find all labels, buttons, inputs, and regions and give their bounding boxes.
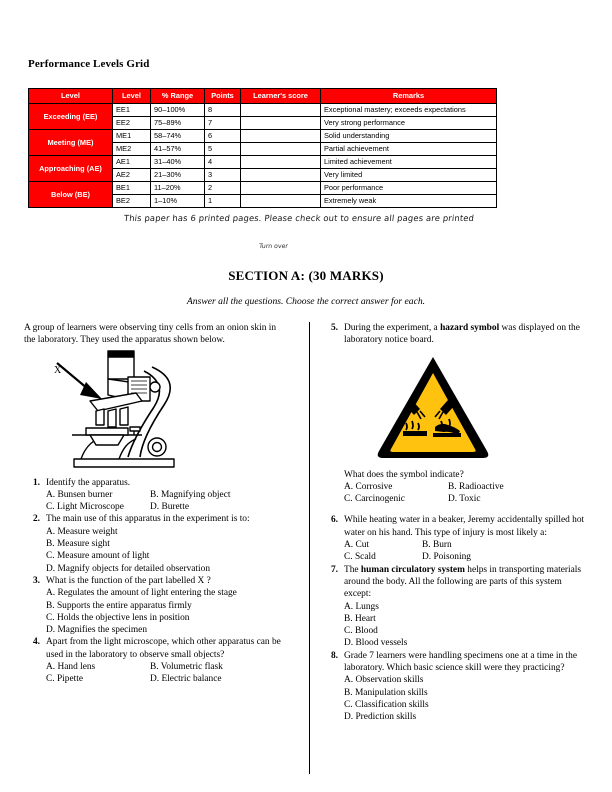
cell-level-code: ME2	[113, 143, 151, 156]
question-options	[46, 587, 286, 636]
cell-remarks: Very limited	[321, 169, 497, 182]
question-2	[24, 513, 286, 574]
option-b[interactable]: B. Measure sight	[46, 539, 110, 550]
option-row	[344, 493, 586, 505]
question-number: 2.	[32, 514, 40, 525]
right-question-column	[322, 322, 586, 724]
th-remarks: Remarks	[321, 89, 497, 104]
th-learners-score: Learner's score	[241, 89, 321, 104]
question-stem	[344, 322, 586, 347]
cell-level-code: EE2	[113, 117, 151, 130]
cell-remarks: Limited achievement	[321, 156, 497, 169]
question-options	[344, 481, 586, 506]
option-d[interactable]: D. Poisoning	[422, 552, 471, 563]
right-questions	[322, 322, 586, 724]
option-a[interactable]: A. Corrosive	[344, 481, 393, 492]
question-stem: The main use of this apparatus in the experiment is to:	[46, 514, 250, 525]
cell-range: 41–57%	[151, 143, 205, 156]
question-number: 5.	[330, 323, 338, 333]
question-number: 3.	[32, 575, 40, 586]
question-number: 6.	[330, 515, 338, 526]
question-stem: Identify the apparatus.	[46, 477, 131, 488]
cell-range: 31–40%	[151, 156, 205, 169]
option-c[interactable]: C. Scald	[344, 552, 376, 563]
th-level-code: Level	[113, 89, 151, 104]
question-spacer	[322, 505, 586, 514]
stem-part-1: During the experiment, a	[344, 323, 441, 333]
option-b[interactable]: B. Burn	[422, 540, 452, 551]
section-a-instruction: Answer all the questions. Choose the correct answer for each.	[186, 296, 426, 307]
option-b[interactable]: B. Magnifying object	[150, 489, 231, 500]
option-c[interactable]: C. Carcinogenic	[344, 494, 405, 505]
option-b[interactable]: B. Supports the entire apparatus firmly	[46, 600, 192, 611]
cell-level-code: ME1	[113, 130, 151, 143]
cell-level-code: BE1	[113, 182, 151, 195]
option-a[interactable]: A. Hand lens	[46, 662, 96, 673]
performance-table	[28, 88, 497, 208]
cell-level-code: EE1	[113, 104, 151, 117]
corrosive-hazard-symbol	[322, 353, 586, 469]
column-divider	[309, 322, 310, 774]
question-number: 7.	[330, 564, 338, 575]
light-microscope-diagram	[24, 349, 286, 477]
question-1	[24, 477, 286, 514]
option-d[interactable]: D. Magnifies the specimen	[46, 625, 148, 636]
hazard-triangle-svg	[375, 353, 491, 461]
table-row	[29, 104, 497, 117]
cell-remarks: Very strong performance	[321, 117, 497, 130]
question-options	[46, 661, 286, 686]
option-a[interactable]: A. Bunsen burner	[46, 489, 113, 500]
option-d[interactable]: D. Prediction skills	[344, 712, 417, 723]
stem-emphasis: human circulatory system	[360, 564, 465, 575]
stem-part-2: was displayed on the laboratory notice board.	[344, 323, 580, 346]
option-b[interactable]: B. Volumetric flask	[150, 662, 223, 673]
option-b[interactable]: B. Heart	[344, 613, 376, 624]
cell-points: 8	[205, 104, 241, 117]
stem-part-1: The	[344, 564, 361, 575]
option-a[interactable]: A. Regulates the amount of light entering the stage	[46, 588, 237, 599]
question-5-options	[322, 481, 586, 506]
table-row	[29, 156, 497, 169]
th-points: Points	[205, 89, 241, 104]
cell-level-code: AE2	[113, 169, 151, 182]
option-c[interactable]: C. Classification skills	[344, 699, 429, 710]
question-stem: What is the function of the part labelled X ?	[46, 575, 211, 586]
label-x-arrow	[57, 363, 102, 399]
option-a[interactable]: A. Lungs	[344, 601, 379, 612]
question-options	[344, 674, 586, 723]
option-d[interactable]: D. Magnify objects for detailed observation	[46, 563, 211, 574]
table-row	[29, 182, 497, 195]
th-percent-range: % Range	[151, 89, 205, 104]
turn-over-note: Turn over	[258, 243, 289, 250]
cell-remarks: Extremely weak	[321, 195, 497, 208]
option-row	[46, 673, 286, 685]
table-row	[29, 130, 497, 143]
option-b[interactable]: B. Radioactive	[448, 481, 504, 492]
option-c[interactable]: C. Holds the objective lens in position	[46, 612, 190, 623]
cell-range: 21–30%	[151, 169, 205, 182]
question-4	[24, 636, 286, 685]
option-c[interactable]: C. Measure amount of light	[46, 551, 150, 562]
option-c[interactable]: C. Light Microscope	[46, 502, 124, 513]
cell-points: 1	[205, 195, 241, 208]
diagram-label-x: X	[54, 364, 62, 376]
question-options	[46, 526, 286, 575]
cell-learner-score[interactable]	[241, 104, 321, 117]
stem-emphasis: hazard symbol	[440, 323, 500, 333]
question-5-followup: What does the symbol indicate?	[344, 469, 464, 480]
question-8	[322, 650, 586, 724]
cell-points: 3	[205, 169, 241, 182]
cell-learner-score[interactable]	[241, 143, 321, 156]
left-questions	[24, 477, 286, 686]
left-intro-text: A group of learners were observing tiny cells from an onion skin in the laboratory. They used the apparatus shown below.	[24, 323, 277, 346]
option-c[interactable]: C. Pipette	[46, 674, 83, 685]
question-options	[344, 601, 586, 650]
cell-range: 75–89%	[151, 117, 205, 130]
cell-learner-score[interactable]	[241, 156, 321, 169]
cell-learner-score[interactable]	[241, 169, 321, 182]
cell-level-group: Below (BE)	[29, 182, 113, 208]
cell-range: 11–20%	[151, 182, 205, 195]
question-options	[344, 539, 586, 564]
cell-remarks: Solid understanding	[321, 130, 497, 143]
cell-learner-score[interactable]	[241, 182, 321, 195]
option-d[interactable]: D. Electric balance	[150, 674, 222, 685]
page-title: Performance Levels Grid	[28, 58, 150, 70]
question-number: 1.	[32, 477, 40, 488]
cell-points: 2	[205, 182, 241, 195]
cell-level-code: BE2	[113, 195, 151, 208]
option-row	[344, 481, 586, 493]
option-d[interactable]: D. Toxic	[448, 494, 481, 505]
question-7	[322, 564, 586, 650]
printed-pages-note: This paper has 6 printed pages. Please check out to ensure all pages are printed	[123, 213, 475, 223]
question-5	[322, 322, 586, 347]
cell-learner-score[interactable]	[241, 195, 321, 208]
table-header-row	[29, 89, 497, 104]
question-stem	[344, 564, 586, 601]
option-a[interactable]: A. Cut	[344, 540, 370, 551]
left-question-column	[24, 322, 286, 686]
cell-range: 90–100%	[151, 104, 205, 117]
performance-levels-grid	[28, 88, 496, 208]
cell-range: 1–10%	[151, 195, 205, 208]
option-c[interactable]: C. Blood	[344, 626, 378, 637]
cell-remarks: Poor performance	[321, 182, 497, 195]
table-body	[29, 104, 497, 208]
option-row	[46, 501, 286, 513]
question-3	[24, 575, 286, 636]
option-row	[344, 551, 586, 563]
question-options	[46, 489, 286, 514]
question-6	[322, 514, 586, 563]
cell-level-code: AE1	[113, 156, 151, 169]
cell-points: 6	[205, 130, 241, 143]
option-row	[46, 489, 286, 501]
option-b[interactable]: B. Manipulation skills	[344, 687, 428, 698]
option-d[interactable]: D. Burette	[150, 502, 190, 513]
cell-points: 5	[205, 143, 241, 156]
microscope-svg	[24, 349, 286, 477]
option-d[interactable]: D. Blood vessels	[344, 638, 408, 649]
question-stem: While heating water in a beaker, Jeremy accidentally spilled hot water on his hand. This type of injury is most likely a:	[344, 515, 585, 538]
cell-level-group: Exceeding (EE)	[29, 104, 113, 130]
stem-part-2: helps in transporting materials around the body. All the following are parts of this system except:	[344, 564, 582, 600]
option-row	[46, 661, 286, 673]
th-level-group: Level	[29, 89, 113, 104]
cell-level-group: Approaching (AE)	[29, 156, 113, 182]
option-row	[344, 539, 586, 551]
option-a[interactable]: A. Measure weight	[46, 526, 118, 537]
cell-points: 4	[205, 156, 241, 169]
question-number: 8.	[330, 650, 338, 661]
cell-points: 7	[205, 117, 241, 130]
question-stem: Apart from the light microscope, which other apparatus can be used in the laboratory to observe small objects?	[46, 637, 281, 660]
cell-remarks: Partial achievement	[321, 143, 497, 156]
cell-learner-score[interactable]	[241, 130, 321, 143]
cell-level-group: Meeting (ME)	[29, 130, 113, 156]
question-number: 4.	[32, 637, 40, 648]
option-a[interactable]: A. Observation skills	[344, 675, 424, 686]
question-stem: Grade 7 learners were handling specimens one at a time in the laboratory. Which basic science skill were they practicing?	[344, 650, 577, 674]
cell-remarks: Exceptional mastery; exceeds expectations	[321, 104, 497, 117]
cell-learner-score[interactable]	[241, 117, 321, 130]
cell-range: 58–74%	[151, 130, 205, 143]
section-a-title: SECTION A: (30 MARKS)	[228, 268, 384, 283]
